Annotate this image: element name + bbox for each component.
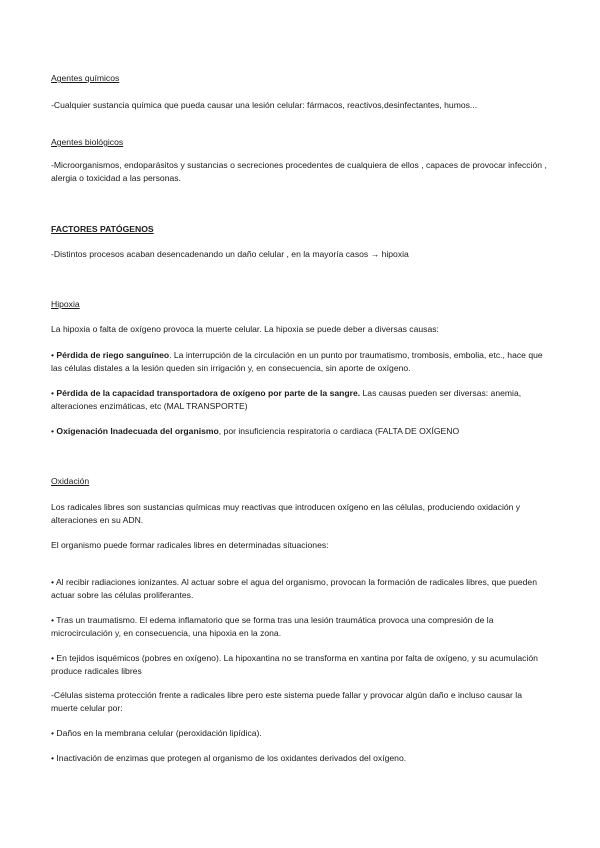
bullet-mark: • [51, 426, 55, 436]
paragraph-oxidacion-1: Los radicales libres son sustancias químicas muy reactivas que introducen oxígeno en las células, produciendo oxidación y alteraciones en su ADN. [51, 502, 521, 525]
hipoxia-bullet-1 [51, 349, 551, 375]
heading-agentes-biologicos: Agentes biológicos [51, 137, 124, 147]
oxidacion-bullet-3 [51, 652, 551, 678]
hipoxia-bullet-3 [51, 425, 551, 438]
paragraph-oxidacion-2: El organismo puede formar radicales libres en determinadas situaciones: [51, 540, 329, 550]
bullet-mark: • [51, 577, 55, 587]
heading-factores-patogenos: FACTORES PATÓGENOS [51, 224, 154, 234]
bullet-text: Al recibir radiaciones ionizantes. Al actuar sobre el agua del organismo, provocan la formación de radicales libres, que pueden actuar sobre las células proliferantes. [51, 577, 537, 600]
paragraph-agentes-biologicos: -Microorganismos, endoparásitos y sustancias o secreciones procedentes de cualquiera de ellos , capaces de provocar infección , alergia o toxicidad a las personas. [51, 160, 547, 183]
paragraph-agentes-quimicos: -Cualquier sustancia química que pueda causar una lesión celular: fármacos, reactivos,desinfectantes, humos... [51, 100, 478, 110]
heading-oxidacion: Oxidación [51, 476, 90, 486]
bullet-mark: • [51, 615, 55, 625]
oxidacion-bullet-5 [51, 752, 551, 765]
bullet-mark: • [51, 350, 55, 360]
bullet-mark: • [51, 653, 55, 663]
bullet-text: Inactivación de enzimas que protegen al organismo de los oxidantes derivados del oxígeno. [56, 753, 407, 763]
bullet-text: En tejidos isquémicos (pobres en oxígeno). La hipoxantina no se transforma en xantina por falta de oxígeno, y su acumulación produce radicales libres [51, 653, 538, 676]
hipoxia-bullet-2 [51, 387, 551, 413]
heading-hipoxia: Hipoxia [51, 299, 80, 309]
heading-agentes-quimicos: Agentes químicos [51, 73, 120, 83]
oxidacion-bullet-1 [51, 576, 551, 602]
paragraph-hipoxia-intro: La hipoxia o falta de oxígeno provoca la muerte celular. La hipoxia se puede deber a diversas causas: [51, 324, 439, 334]
bullet-text: Daños en la membrana celular (peroxidación lipídica). [56, 728, 262, 738]
bullet-mark: • [51, 753, 55, 763]
bullet-text: Las causas pueden ser diversas: anemia, alteraciones enzimáticas, etc (MAL TRANSPORTE) [51, 388, 522, 411]
paragraph-oxidacion-3: -Células sistema protección frente a radicales libre pero este sistema puede fallar y provocar algún daño e incluso causar la muerte celular por: [51, 690, 522, 713]
bullet-text: , por insuficiencia respiratoria o cardiaca (FALTA DE OXÍGENO [218, 426, 460, 436]
bullet-bold-text: Pérdida de la capacidad transportadora de oxígeno por parte de la sangre. [56, 388, 361, 398]
bullet-text: . La interrupción de la circulación en un punto por traumatismo, trombosis, embolia, etc., hace que las células distales a la lesión queden sin irrigación y, en consecuencia, sin aporte de oxígeno. [51, 350, 543, 373]
bullet-mark: • [51, 728, 55, 738]
oxidacion-bullet-2 [51, 614, 551, 640]
bullet-text: Tras un traumatismo. El edema inflamatorio que se forma tras una lesión traumática provoca una compresión de la microcirculación y, en consecuencia, una hipoxia en la zona. [51, 615, 494, 638]
paragraph-factores-patogenos: -Distintos procesos acaban desencadenando un daño celular , en la mayoría casos → hipoxia [51, 249, 409, 259]
bullet-mark: • [51, 388, 55, 398]
bullet-bold-text: Pérdida de riego sanguíneo [56, 350, 170, 360]
oxidacion-bullet-4 [51, 727, 551, 740]
bullet-bold-text: Oxigenación Inadecuada del organismo [56, 426, 219, 436]
